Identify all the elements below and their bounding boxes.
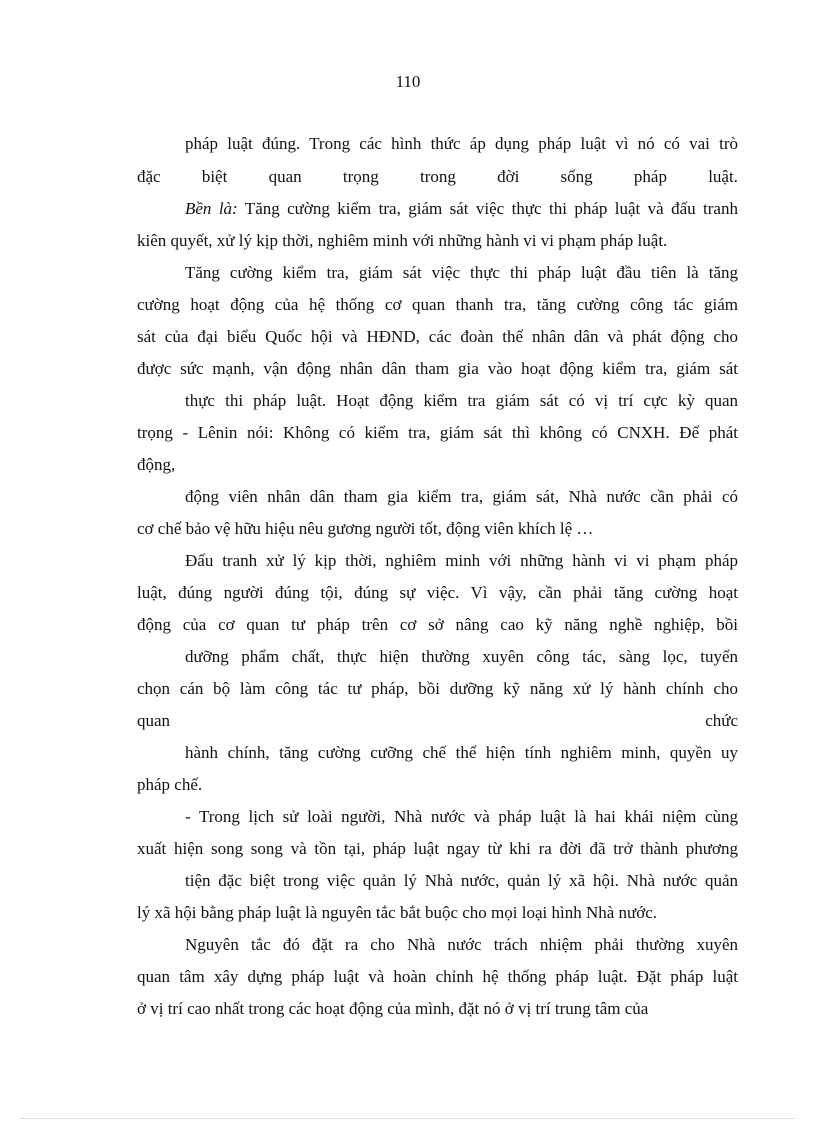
word: trọng [342, 167, 379, 186]
text-line: cơ chế bảo vệ hữu hiệu nêu gương người tốt, động viên khích lệ … [137, 519, 594, 538]
text-line: - Trong lịch sử loài người, Nhà nước và pháp luật là hai khái niệm cùng [185, 807, 738, 826]
text-line: lý xã hội bằng pháp luật là nguyên tắc bắt buộc cho mọi loại hình Nhà nước. [137, 903, 658, 922]
word: quan [268, 167, 302, 186]
text-line: Tăng cường kiểm tra, giám sát việc thực thi pháp luật đầu tiên là tăng [185, 263, 738, 282]
word: đặc [137, 167, 161, 186]
text-line-spread [137, 709, 738, 733]
text-line: xuất hiện song song và tồn tại, pháp luật ngay từ khi ra đời đã trở thành phương [137, 839, 738, 858]
text-line: cường hoạt động của hệ thống cơ quan thanh tra, tăng cường công tác giám [137, 295, 738, 314]
text-line: Nguyên tắc đó đặt ra cho Nhà nước trách nhiệm phải thường xuyên [185, 935, 738, 954]
text-line: dưỡng phẩm chất, thực hiện thường xuyên công tác, sàng lọc, tuyển [185, 647, 738, 666]
word: luật. [708, 167, 738, 186]
word: sống [560, 167, 593, 186]
text-line-spread [137, 165, 738, 189]
word: trong [419, 167, 456, 186]
text-line: thực thi pháp luật. Hoạt động kiểm tra giám sát có vị trí cực kỳ quan [185, 391, 738, 410]
text-line [185, 197, 738, 221]
text-line: hành chính, tăng cường cưỡng chế thể hiện tính nghiêm minh, quyền uy [185, 743, 738, 762]
text-line: kiên quyết, xử lý kịp thời, nghiêm minh với những hành vi vi phạm pháp luật. [137, 231, 668, 250]
text-line: Đấu tranh xử lý kịp thời, nghiêm minh với những hành vi vi phạm pháp [185, 551, 738, 570]
text-line: luật, đúng người đúng tội, đúng sự việc. Vì vậy, cần phải tăng cường hoạt [137, 583, 738, 602]
text-line: quan tâm xây dựng pháp luật và hoàn chỉnh hệ thống pháp luật. Đặt pháp luật [137, 967, 738, 986]
word: quan [137, 711, 171, 730]
text-line: động của cơ quan tư pháp trên cơ sở nâng cao kỹ năng nghề nghiệp, bồi [137, 615, 738, 634]
text-line: trọng - Lênin nói: Không có kiểm tra, giám sát thì không có CNXH. Để phát [137, 423, 738, 442]
text-line: sát của đại biểu Quốc hội và HĐND, các đoàn thể nhân dân và phát động cho [137, 327, 738, 346]
text-line: tiện đặc biệt trong việc quản lý Nhà nước, quản lý xã hội. Nhà nước quản [185, 871, 738, 890]
item-label: Bền là: [185, 199, 238, 218]
item-text: Tăng cường kiểm tra, giám sát việc thực thi pháp luật và đấu tranh [237, 199, 738, 218]
word: chức [705, 711, 738, 730]
text-line: pháp luật đúng. Trong các hình thức áp dụng pháp luật vì nó có vai trò [185, 134, 738, 153]
word: đời [497, 167, 520, 186]
word: biệt [201, 167, 228, 186]
text-line: chọn cán bộ làm công tác tư pháp, bồi dưỡng kỹ năng xử lý hành chính cho [137, 679, 738, 698]
text-line: động viên nhân dân tham gia kiểm tra, giám sát, Nhà nước cần phải có [185, 487, 738, 506]
word: pháp [633, 167, 667, 186]
text-line: động, [137, 455, 176, 474]
text-line: được sức mạnh, vận động nhân dân tham gia vào hoạt động kiểm tra, giám sát [137, 359, 738, 378]
page-bottom-rule [20, 1118, 796, 1119]
page-number: 110 [395, 72, 421, 91]
text-line: ở vị trí cao nhất trong các hoạt động của mình, đặt nó ở vị trí trung tâm của [137, 999, 649, 1018]
text-line: pháp chế. [137, 775, 203, 794]
